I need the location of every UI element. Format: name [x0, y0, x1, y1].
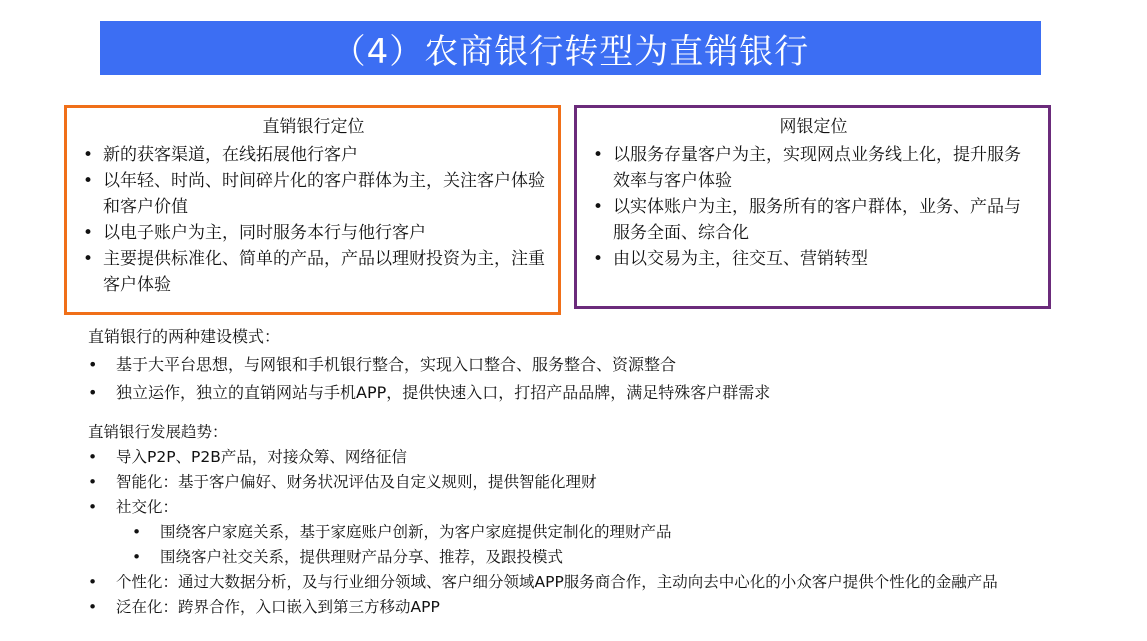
list-item: • 个性化：通过大数据分析，及与行业细分领域、客户细分领域APP服务商合作，主动向去中心化的小众客户提供个性化的金融产品 [88, 570, 998, 595]
list-item: • 以电子账户为主，同时服务本行与他行客户 [81, 220, 546, 246]
direct-bank-positioning-box [64, 105, 561, 315]
development-trends-section [88, 420, 998, 620]
slide-title-bar [100, 21, 1041, 75]
direct-bank-list [81, 142, 546, 298]
direct-bank-box-title: 直销银行定位 [262, 117, 365, 137]
construction-modes-section [88, 323, 770, 407]
modes-list [88, 351, 770, 407]
online-bank-positioning-box [574, 105, 1051, 309]
slide-title: （4）农商银行转型为直销银行 [331, 31, 810, 72]
trends-heading: 直销银行发展趋势： [88, 423, 228, 441]
list-item: • 智能化：基于客户偏好、财务状况评估及自定义规则，提供智能化理财 [88, 470, 998, 495]
list-item: • 主要提供标准化、简单的产品，产品以理财投资为主，注重客户体验 [81, 246, 546, 298]
list-item: • 由以交易为主，往交互、营销转型 [591, 246, 1036, 272]
list-item: • 新的获客渠道，在线拓展他行客户 [81, 142, 546, 168]
list-item: • 导入P2P、P2B产品，对接众筹、网络征信 [88, 445, 998, 470]
trends-list [88, 445, 998, 620]
list-item: • 基于大平台思想，与网银和手机银行整合，实现入口整合、服务整合、资源整合 [88, 351, 770, 379]
list-item: • 以服务存量客户为主，实现网点业务线上化，提升服务效率与客户体验 [591, 142, 1036, 194]
list-item: • 独立运作，独立的直销网站与手机APP，提供快速入口，打招产品品牌，满足特殊客户群需求 [88, 379, 770, 407]
sub-list-item: • 围绕客户家庭关系，基于家庭账户创新，为客户家庭提供定制化的理财产品 [88, 520, 998, 545]
list-item: • 社交化： [88, 495, 998, 520]
sub-list-item: • 围绕客户社交关系，提供理财产品分享、推荐，及跟投模式 [88, 545, 998, 570]
online-bank-list [591, 142, 1036, 272]
modes-heading: 直销银行的两种建设模式： [88, 327, 281, 346]
list-item: • 以实体账户为主，服务所有的客户群体，业务、产品与服务全面、综合化 [591, 194, 1036, 246]
online-bank-box-title: 网银定位 [779, 117, 848, 137]
list-item: • 泛在化：跨界合作，入口嵌入到第三方移动APP [88, 595, 998, 620]
list-item: • 以年轻、时尚、时间碎片化的客户群体为主，关注客户体验和客户价值 [81, 168, 546, 220]
